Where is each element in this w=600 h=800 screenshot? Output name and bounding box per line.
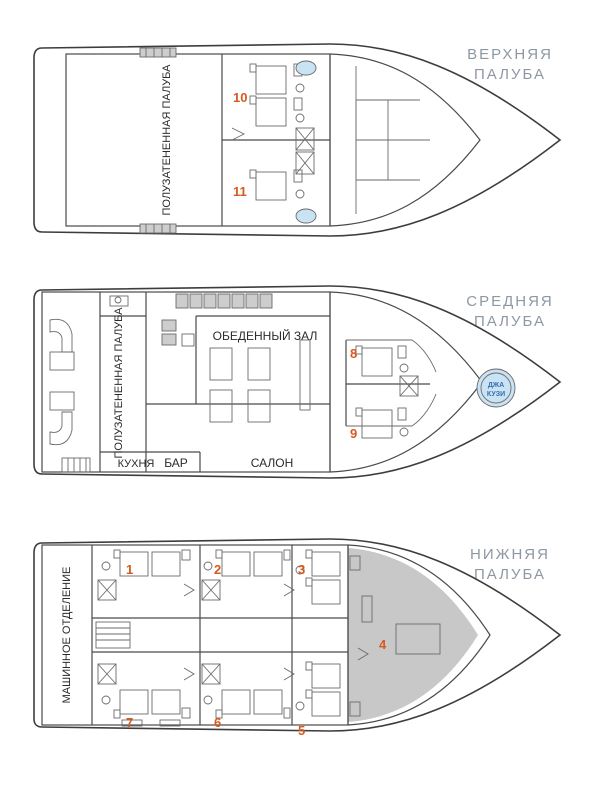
- deck-label-middle-line2: ПАЛУБА: [473, 313, 546, 330]
- cabin-number-5: 5: [298, 723, 306, 738]
- cabin-number-1: 1: [126, 562, 134, 577]
- cabin-number-6: 6: [214, 715, 222, 730]
- room-label-salon: САЛОН: [250, 456, 294, 470]
- room-label-kitchen: КУХНЯ: [117, 458, 155, 470]
- cabin-number-9: 9: [350, 426, 358, 441]
- deck-label-lower-line1: НИЖНЯЯ: [470, 546, 550, 563]
- jacuzzi-label-line1: ДЖА: [487, 382, 505, 389]
- deck-label-upper-line2: ПАЛУБА: [473, 66, 546, 83]
- cabin-number-4: 4: [379, 637, 387, 652]
- room-label-engine-room: МАШИННОЕ ОТДЕЛЕНИЕ: [61, 566, 73, 704]
- room-label-dining-hall: ОБЕДЕННЫЙ ЗАЛ: [212, 329, 318, 343]
- cabin-number-3: 3: [298, 562, 306, 577]
- deck-label-upper-line1: ВЕРХНЯЯ: [467, 46, 553, 63]
- room-label-upper-semi-shaded-deck: ПОЛУЗАТЕНЕННАЯ ПАЛУБА: [161, 64, 173, 216]
- room-label-bar: БАР: [164, 456, 188, 470]
- cabin-number-7: 7: [126, 715, 134, 730]
- cabin-number-8: 8: [350, 346, 358, 361]
- deck-label-middle-line1: СРЕДНЯЯ: [466, 293, 554, 310]
- jacuzzi-label-line2: КУЗИ: [486, 391, 506, 398]
- cabin-number-11: 11: [233, 184, 247, 199]
- cabin-number-2: 2: [214, 562, 222, 577]
- room-label-middle-semi-shaded-deck: ПОЛУЗАТЕНЕННАЯ ПАЛУБА: [113, 307, 125, 459]
- deck-label-lower-line2: ПАЛУБА: [473, 566, 546, 583]
- cabin-number-10: 10: [233, 90, 248, 105]
